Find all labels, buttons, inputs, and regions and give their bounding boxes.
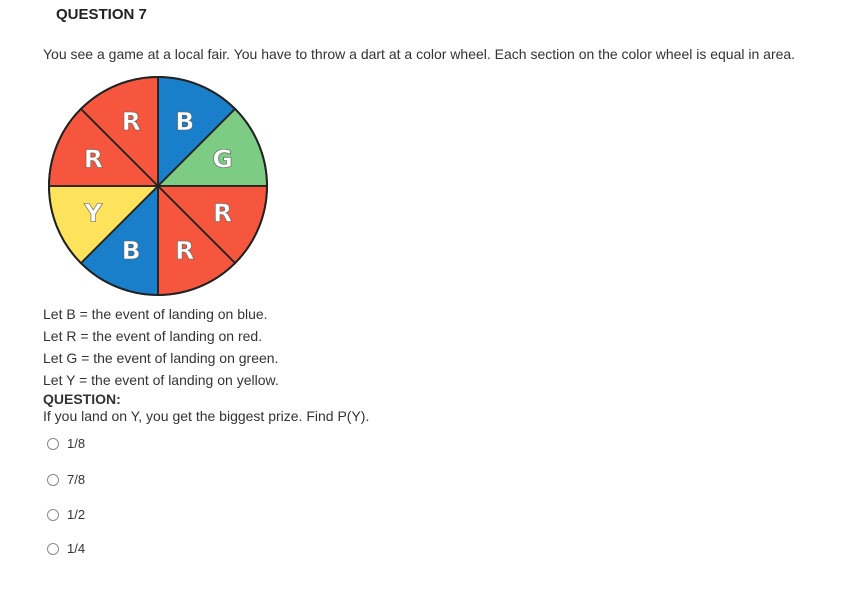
- wheel-section-label: R: [175, 236, 195, 266]
- wheel-section-label: R: [83, 144, 103, 174]
- definition-green: Let G = the event of landing on green.: [43, 350, 279, 366]
- definition-blue: Let B = the event of landing on blue.: [43, 306, 268, 322]
- answer-choice-4[interactable]: [47, 541, 85, 556]
- color-wheel: [44, 72, 272, 300]
- definition-yellow: Let Y = the event of landing on yellow.: [43, 372, 279, 388]
- event-definitions: [43, 303, 279, 391]
- radio-button[interactable]: [47, 543, 59, 555]
- definition-red: Let R = the event of landing on red.: [43, 328, 263, 344]
- wheel-section-label: G: [212, 144, 233, 174]
- wheel-section-label: Y: [84, 198, 103, 228]
- question-prompt: You see a game at a local fair. You have to throw a dart at a color wheel. Each section on the color wheel is equal in area.: [43, 46, 796, 62]
- wheel-section-label: B: [175, 106, 195, 136]
- answer-choice-3[interactable]: [47, 507, 85, 522]
- choice-label: 7/8: [67, 472, 86, 487]
- question-label: QUESTION:: [43, 391, 121, 407]
- answer-choice-1[interactable]: [47, 436, 85, 451]
- radio-button[interactable]: [47, 474, 59, 486]
- wheel-section-label: R: [121, 106, 141, 136]
- radio-button[interactable]: [47, 438, 59, 450]
- question-text: If you land on Y, you get the biggest prize. Find P(Y).: [43, 408, 370, 424]
- answer-choice-2[interactable]: [47, 472, 85, 487]
- wheel-section-label: B: [121, 236, 141, 266]
- choice-label: 1/8: [67, 436, 86, 451]
- choice-label: 1/2: [67, 507, 86, 522]
- radio-button[interactable]: [47, 509, 59, 521]
- question-number: QUESTION 7: [56, 6, 147, 23]
- wheel-section-label: R: [213, 198, 233, 228]
- choice-label: 1/4: [67, 541, 86, 556]
